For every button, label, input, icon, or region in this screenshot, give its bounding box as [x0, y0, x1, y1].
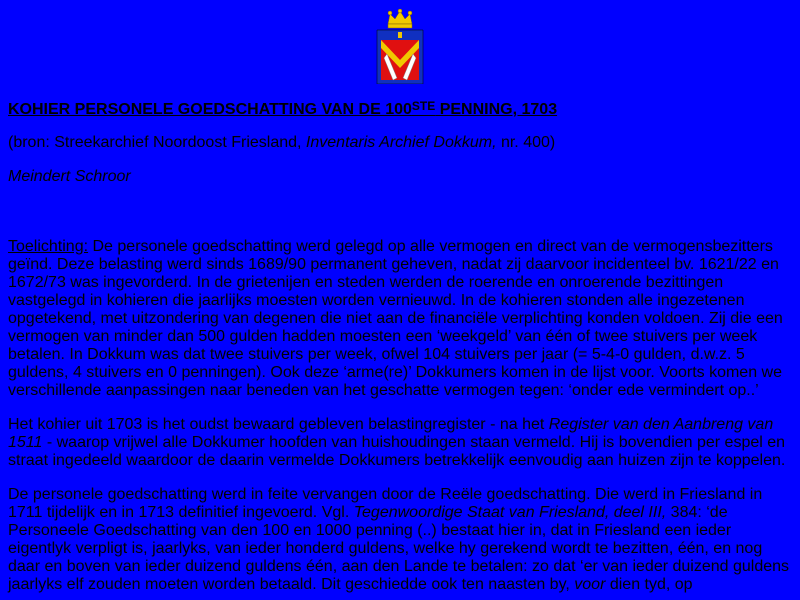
para3-mid: 384: ‘de Personeele Goedschatting van den 100 en 1000 penning (..) bestaat hier in, dat in Friesland een ieder eigentlyk verpligt is, jaarlyks, van ieder honderd guldens, welke hy gerekend wordt te bezitten, één, en nog daar en boven van ieder duizend guldens één, aan den Lande te betalen: zo dat ‘er van ieder duizend guldens jaarlyks elf zouden moeten worden betaald. Dit geschiedde ook ten naasten by, [8, 504, 790, 593]
coat-of-arms-icon [375, 8, 425, 84]
para3-post: dien tyd, op [605, 576, 693, 593]
source-archive-title: Inventaris Archief Dokkum, [305, 134, 497, 151]
author-name: Meindert Schroor [8, 168, 131, 185]
title-text-end: PENNING, 1703 [435, 101, 558, 118]
page-title [8, 100, 792, 120]
source-line [8, 134, 792, 152]
crest-container [8, 8, 792, 84]
intro-text: De personele goedschatting werd gelegd op alle vermogen en direct van de vermogensbezitters geïnd. Deze belasting werd sinds 1689/90 permanent geheven, nadat zij daarvoor incidenteel bv. 1621/22 en 1672/73 was ingevorderd. In de grietenijen en steden werden de roerende en onroerende bezittingen vastgelegd in kohieren die jaarlijks moesten worden vernieuwd. In de kohieren stonden alle ingezetenen opgetekend, met uitzondering van degenen die niet aan de financiële verplichting konden voldoen. Zij die een vermogen van minder dan 500 gulden hadden moesten een ‘weekgeld’ van één of twee stuivers per week betalen. In Dokkum was dat twee stuivers per week, ofwel 104 stuivers per jaar (= 5-4-0 gulden, d.w.z. 5 guldens, 4 stuivers en 0 penningen). Ook deze ‘arme(re)’ Dokkumers komen in de lijst voor. Voorts komen we verschillende aanpassingen naar beneden van het geschatte vermogen tegen: ‘onder ede vermindert op..’ [8, 238, 783, 399]
paragraph-reele-goedschatting [8, 486, 792, 594]
para2-post: - waarop vrijwel alle Dokkumer hoofden van huishoudingen staan vermeld. Hij is bovendien per espel en straat ingedeeld waardoor de daarin vermelde Dokkumers betrekkelijk eenvoudig aan huizen zijn te koppelen. [8, 434, 786, 469]
para3-italic-voor: voor [574, 576, 606, 593]
source-pre: (bron: Streekarchief Noordoost Friesland, [8, 134, 306, 151]
title-text: KOHIER PERSONELE GOEDSCHATTING VAN DE 100 [8, 101, 412, 118]
source-post: nr. 400) [496, 134, 556, 151]
para3-pre: De personele goedschatting werd in feite vervangen door de Reële goedschatting. Die werd in Friesland in 1711 tijdelijk en in 1713 definitief ingevoerd. Vgl. [8, 486, 763, 521]
intro-label: Toelichting: [8, 238, 89, 255]
intro-paragraph [8, 238, 792, 400]
para2-register-title: Register van den Aanbreng van 1511 [8, 416, 774, 451]
para2-pre: Het kohier uit 1703 is het oudst bewaard gebleven belastingregister - na het [8, 416, 549, 433]
title-superscript: STE [411, 99, 436, 113]
paragraph-kohier-1703 [8, 416, 792, 470]
para3-book-title: Tegenwoordige Staat van Friesland, deel III, [353, 504, 667, 521]
